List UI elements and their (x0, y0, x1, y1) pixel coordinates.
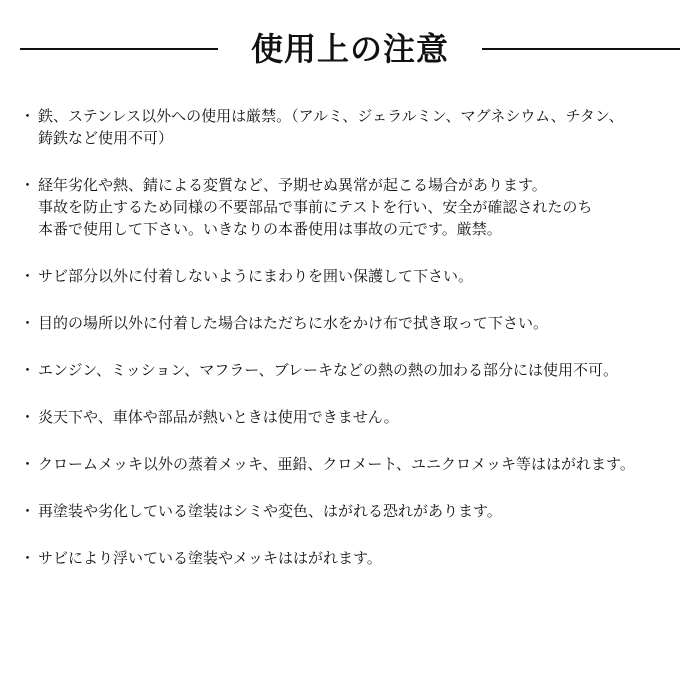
note-bullet: ・ (20, 107, 36, 125)
note-item (0, 105, 700, 149)
note-item (0, 500, 700, 522)
header-right-rule (482, 48, 680, 50)
note-bullet: ・ (20, 267, 36, 285)
note-bullet: ・ (20, 408, 36, 426)
note-bullet: ・ (20, 455, 36, 473)
note-line: サビにより浮いている塗装やメッキははがれます。 (38, 549, 382, 567)
note-item (0, 359, 700, 381)
note-item (0, 312, 700, 334)
note-line: 目的の場所以外に付着した場合はただちに水をかけ布で拭き取って下さい。 (38, 314, 549, 332)
note-line: 鉄、ステンレス以外への使用は厳禁。（アルミ、ジェラルミン、マグネシウム、チタン、 (38, 107, 624, 125)
note-line: サビ部分以外に付着しないようにまわりを囲い保護して下さい。 (38, 267, 474, 285)
notes-list (0, 105, 700, 594)
note-bullet: ・ (20, 176, 36, 194)
note-line: 経年劣化や熱、錆による変質など、予期せぬ異常が起こる場合があります。 (38, 176, 547, 194)
note-line: 炎天下や、車体や部品が熱いときは使用できません。 (38, 408, 399, 426)
note-bullet: ・ (20, 502, 36, 520)
note-line: 再塗装や劣化している塗装はシミや変色、はがれる恐れがあります。 (38, 502, 502, 520)
note-line: 本番で使用して下さい。いきなりの本番使用は事故の元です。厳禁。 (38, 220, 502, 238)
note-bullet: ・ (20, 549, 36, 567)
note-item (0, 453, 700, 475)
note-bullet: ・ (20, 361, 36, 379)
page-title: 使用上の注意 (250, 30, 449, 68)
note-line: エンジン、ミッション、マフラー、ブレーキなどの熱の熱の加わる部分には使用不可。 (38, 361, 619, 379)
note-item (0, 406, 700, 428)
note-item (0, 265, 700, 287)
note-line: 鋳鉄など使用不可） (38, 129, 174, 147)
note-bullet: ・ (20, 314, 36, 332)
header (0, 26, 700, 72)
note-item (0, 547, 700, 569)
note-line: クロームメッキ以外の蒸着メッキ、亜鉛、クロメート、ユニクロメッキ等ははがれます。 (38, 455, 635, 473)
note-item (0, 174, 700, 240)
note-line: 事故を防止するため同様の不要部品で事前にテストを行い、安全が確認されたのち (38, 198, 593, 216)
header-left-rule (20, 48, 218, 50)
